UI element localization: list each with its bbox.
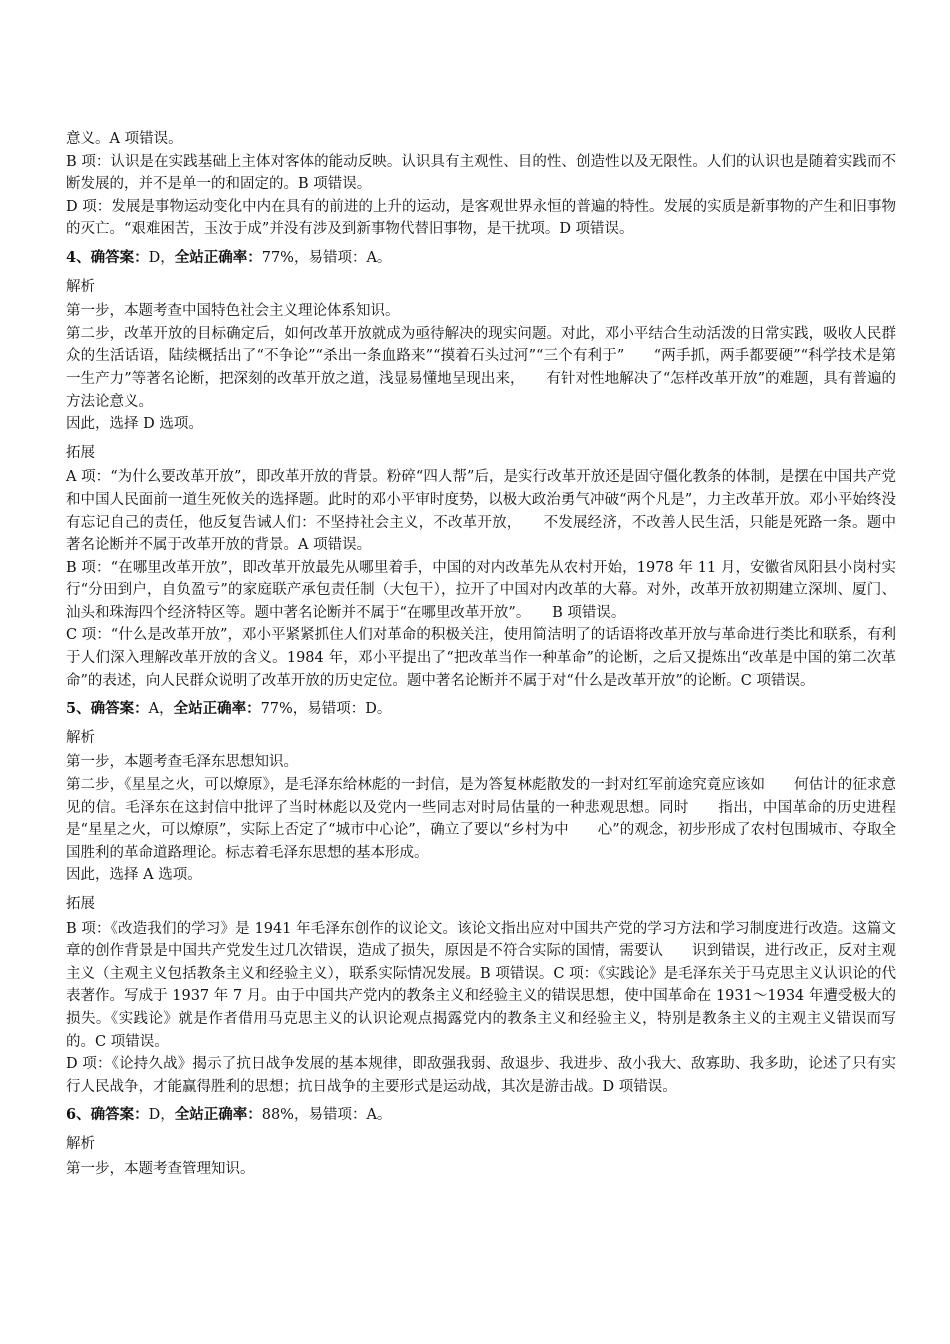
section-heading: 拓展 <box>66 444 95 461</box>
paragraph: D 项：发展是事物运动变化中内在具有的前进的上升的运动，是客观世界永恒的普遍的特性。发展的实质是新事物的产生和旧事物的灭亡。“艰难困苦，玉汝于成”并没有涉及到新事物代替旧事物，是干扰项。D 项错误。 <box>66 198 896 238</box>
paragraph: 因此，选择 A 选项。 <box>66 867 202 884</box>
paragraph: B 项：认识是在实践基础上主体对客体的能动反映。认识具有主观性、目的性、创造性以及无限性。人们的认识也是随着实践而不断发展的，并不是单一的和固定的。B 项错误。 <box>66 153 896 193</box>
section-heading: 拓展 <box>66 896 95 912</box>
paragraph: 第二步，《星星之火，可以燎原》，是毛泽东给林彪的一封信，是为答复林彪散发的一封对红军前途究竟应该如 何估计的征求意见的信。毛泽东在这封信中批评了当时林彪以及党内一些同志对时局估量的一种悲观思想。同时 指出，中国革命的历史进程是“星星之火，可以燎原”，实际上否定了“城市中心论”，确立了要以“乡村为中 心”的观念，初步形成了农村包围城市、夺取全国胜利的革命道路理论。标志着毛泽东思想的基本形成。 <box>66 777 896 861</box>
answer-label: 6、确答案： <box>66 1106 149 1124</box>
answer-line <box>66 1104 896 1127</box>
document-page <box>66 128 896 1180</box>
rate-label: 全站正确率： <box>173 700 261 718</box>
answer-label: 5、确答案： <box>66 700 149 718</box>
answer-value: D， <box>148 249 175 266</box>
paragraph: 第一步，本题考查管理知识。 <box>66 1160 255 1177</box>
answer-line <box>66 698 896 721</box>
rate-value: 88%，易错项：A。 <box>261 1107 392 1124</box>
section-heading: 解析 <box>66 278 95 295</box>
rate-value: 77%，易错项：A。 <box>261 249 392 266</box>
paragraph: A 项：“为什么要改革开放”，即改革开放的背景。粉碎“四人帮”后，是实行改革开放还是固守僵化教条的体制，是摆在中国共产党和中国人民面前一道生死攸关的选择题。此时的邓小平审时度势，以极大政治勇气冲破“两个凡是”，力主改革开放。邓小平始终没有忘记自己的责任，他反复告诫人们：不坚持社会主义，不改革开放， 不发展经济，不改善人民生活，只能是死路一条。题中著名论断并不属于改革开放的背景。A 项错误。 <box>66 469 896 554</box>
section-heading: 解析 <box>66 1135 95 1152</box>
paragraph: 因此，选择 D 选项。 <box>66 416 203 433</box>
paragraph: 第一步，本题考查毛泽东思想知识。 <box>66 754 298 771</box>
paragraph: B 项：《改造我们的学习》是 1941 年毛泽东创作的议论文。该论文指出应对中国共产党的学习方法和学习制度进行改造。这篇文章的创作背景是中国共产党发生过几次错误，造成了损失，原因是不符合实际的国情，需要认 识到错误，进行改正，反对主观主义（主观主义包括教条主义和经验主义），联系实际情况发展。B 项错误。C 项：《实践论》是毛泽东关于马克思主义认识论的代表著作。写成于 1937 年 7 月。由于中国共产党内的教条主义和经验主义的错误思想，使中国革命在 1931～1934 年遭受极大的损失。《实践论》就是作者借用马克思主义的认识论观点揭露党内的教条主义和经验主义，特别是教条主义的主观主义错误而写的。C 项错误。 <box>66 920 896 1050</box>
rate-value: 77%，易错项：D。 <box>260 701 392 718</box>
answer-value: A， <box>148 701 174 718</box>
answer-label: 4、确答案： <box>66 248 149 266</box>
paragraph: 意义。A 项错误。 <box>66 131 183 147</box>
paragraph: C 项：“什么是改革开放”，邓小平紧紧抓住人们对革命的积极关注，使用简洁明了的话语将改革开放与革命进行类比和联系，有利于人们深入理解改革开放的含义。1984 年，邓小平提出了“把改革当作一种革命”的论断，之后又提炼出“改革是中国的第二次革命”的表述，向人民群众说明了改革开放的历史定位。题中著名论断并不属于对“什么是改革开放”的论断。C 项错误。 <box>66 627 896 689</box>
answer-value: D， <box>148 1107 175 1124</box>
rate-label: 全站正确率： <box>174 248 262 266</box>
paragraph: 第一步，本题考查中国特色社会主义理论体系知识。 <box>66 303 400 320</box>
paragraph: D 项：《论持久战》揭示了抗日战争发展的基本规律，即敌强我弱、敌退步、我进步、敌小我大、敌寡助、我多助，论述了只有实行人民战争，才能赢得胜利的思想；抗日战争的主要形式是运动战，其次是游击战。D 项错误。 <box>66 1056 896 1095</box>
paragraph: 第二步，改革开放的目标确定后，如何改革开放就成为亟待解决的现实问题。对此，邓小平结合生动活泼的日常实践，吸收人民群众的生活话语，陆续概括出了“不争论”“杀出一条血路来”“摸着石头过河”“三个有利于” “两手抓，两手都要硬”“科学技术是第一生产力”等著名论断，把深刻的改革开放之道，浅显易懂地呈现出来， 有针对性地解决了“怎样改革开放”的难题，具有普遍的方法论意义。 <box>66 325 896 410</box>
answer-line <box>66 247 896 270</box>
rate-label: 全站正确率： <box>174 1106 262 1124</box>
paragraph: B 项：“在哪里改革开放”，即改革开放最先从哪里着手，中国的对内改革先从农村开始，1978 年 11 月，安徽省凤阳县小岗村实行“分田到户，自负盈亏”的家庭联产承包责任制（大包干），拉开了中国对内改革的大幕。对外，改革开放初期建立深圳、厦门、汕头和珠海四个经济特区等。题中著名论断并不属于“在哪里改革开放”。 B 项错误。 <box>66 559 896 621</box>
section-heading: 解析 <box>66 729 95 746</box>
